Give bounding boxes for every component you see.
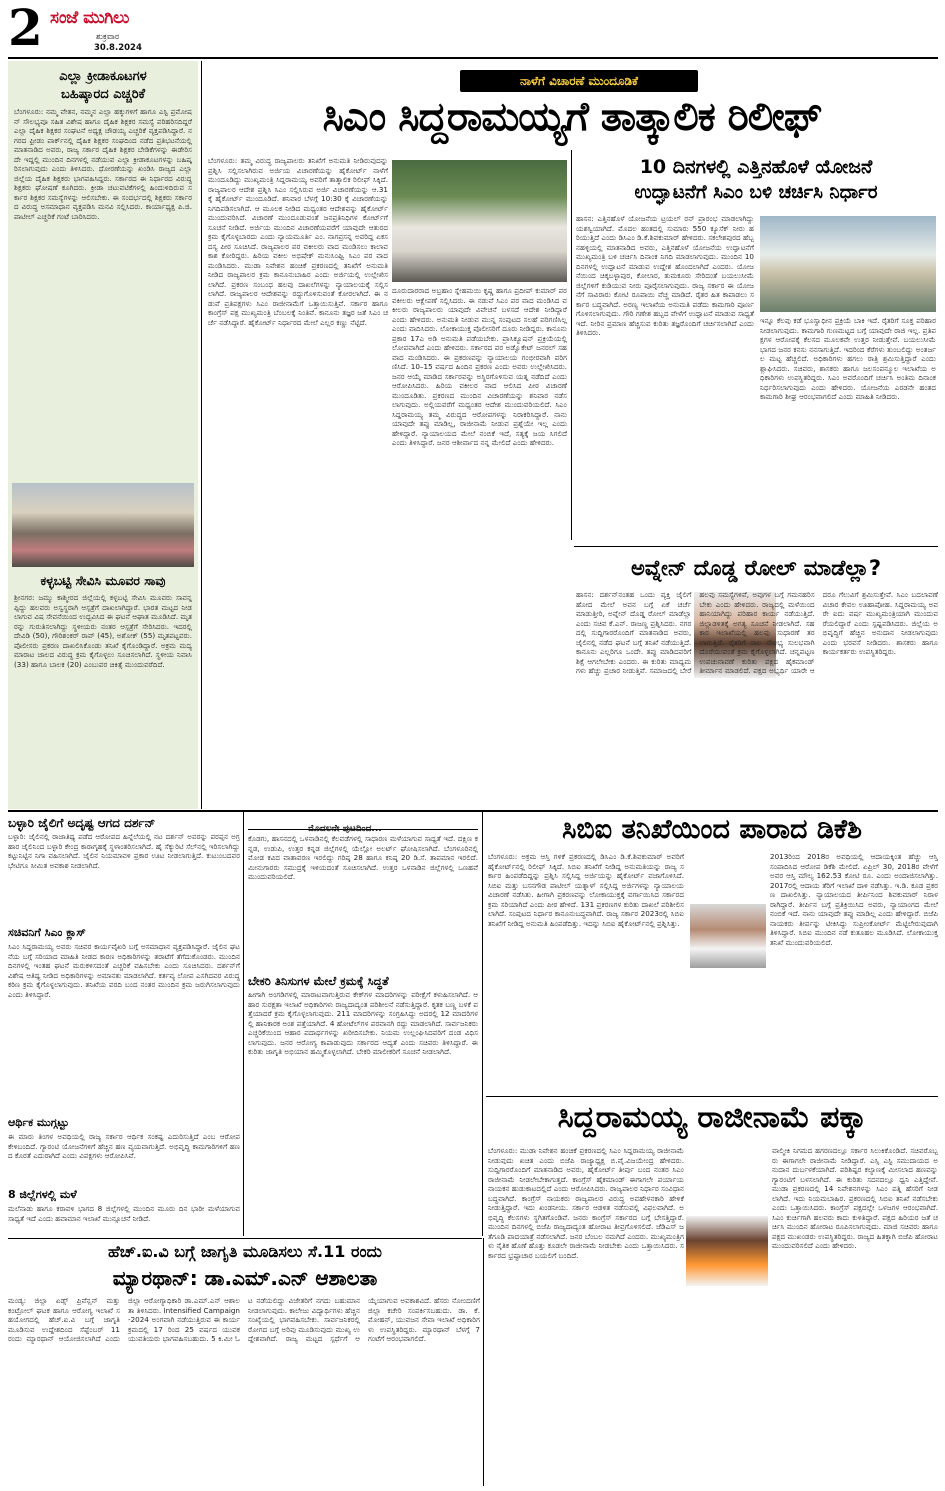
ballari-sub2: ಆರ್ಥಿಕ ಮುಗ್ಗಟ್ಟು — [8, 1116, 69, 1129]
cm-photo — [392, 160, 567, 282]
bigrole-body: ಹಾಸನ: ದರ್ಶನ್‌ನಂತಹ ಒಂದು ವ್ಯಕ್ತಿ ಜೈಲಿಗೆ ಹೋದ ಮೇಲೆ ಅವನ ಬಗ್ಗೆ ಏಕೆ ಚರ್ಚೆ ಮಾಡುತ್ತೀರಿ, ಅವ್ನೇನ್ ದೊಡ್ಡ ರೋಲ್ ಮಾಡೆಲ್ಲಾ ಎಂದು ಸಚಿವ ಕೆ.ಎನ್. ರಾಜಣ್ಣ ಪ್ರಶ್ನಿಸಿದರು. ನಗರದಲ್ಲಿ ಸುದ್ದಿಗಾರರೊಂದಿಗೆ ಮಾತನಾಡಿದ ಅವರು, ಜೈಲಿನಲ್ಲಿ ನಡೆದ ಘಟನೆ ಬಗ್ಗೆ ತನಿಖೆ ನಡೆಯುತ್ತಿದೆ. ಕಾನೂನು ಎಲ್ಲರಿಗೂ ಒಂದೇ. ತಪ್ಪು ಮಾಡಿದವರಿಗೆ ಶಿಕ್ಷೆ ಆಗಲೇಬೇಕು ಎಂದರು. ಈ ಕುರಿತು ಮಾಧ್ಯಮಗಳು ಹೆಚ್ಚು ಪ್ರಚಾರ ನೀಡುತ್ತಿವೆ. ಸಮಾಜದಲ್ಲಿ ಬೇರೆ ಹಲವು ಸಮಸ್ಯೆಗಳಿವೆ, ಅವುಗಳ ಬಗ್ಗೆ ಗಮನಹರಿಸಬೇಕು ಎಂದು ಹೇಳಿದರು. ರಾಜ್ಯದಲ್ಲಿ ಮಳೆಯಿಂದ ಹಾನಿಯಾಗಿದ್ದು ಪರಿಹಾರ ಕಾರ್ಯ ನಡೆಯುತ್ತಿದೆ. ಜಿಲ್ಲಾಡಳಿತಕ್ಕೆ ಅಗತ್ಯ ಸೂಚನೆ ನೀಡಲಾಗಿದೆ. ಸಹಕಾರ ಇಲಾಖೆಯಲ್ಲಿ ಹಲವು ಸುಧಾರಣೆ ತರಲಾಗುತ್ತಿದೆ. ರೈತರಿಗೆ ಸಾಲ ಸೌಲಭ್ಯ ಸುಲಭವಾಗಿ ದೊರೆಯುವಂತೆ ಕ್ರಮ ಕೈಗೊಳ್ಳಲಾಗಿದೆ. ಚನ್ನಪಟ್ಟಣ ಉಪಚುನಾವಣೆ ಕುರಿತು ಪಕ್ಷದ ಹೈಕಮಾಂಡ್ ತೀರ್ಮಾನ ಮಾಡಲಿದೆ. ಪಕ್ಷದ ಅಭ್ಯರ್ಥಿ ಯಾರೇ ಆದರೂ ಗೆಲುವಿಗೆ ಶ್ರಮಿಸುತ್ತೇವೆ. ಸಿಎಂ ಬದಲಾವಣೆ ವಿಚಾರ ಕೇವಲ ಊಹಾಪೋಹ. ಸಿದ್ದರಾಮಯ್ಯ ಅವರೇ ಐದು ವರ್ಷ ಮುಖ್ಯಮಂತ್ರಿಯಾಗಿ ಮುಂದುವರೆಯಲಿದ್ದಾರೆ ಎಂದು ಸ್ಪಷ್ಟಪಡಿಸಿದರು. ಜಿಲ್ಲೆಯ ಅಭಿವೃದ್ಧಿಗೆ ಹೆಚ್ಚಿನ ಅನುದಾನ ನೀಡಲಾಗುವುದು ಎಂದು ಭರವಸೆ ನೀಡಿದರು. ಶಾಸಕರು ಹಾಗೂ ಕಾರ್ಯಕರ್ತರು ಉಪಸ್ಥಿತರಿದ್ದರು. — [576, 590, 938, 675]
left-sidebar — [8, 61, 198, 809]
left-story1-headline1: ಎಲ್ಲಾ ಕ್ರೀಡಾಕೂಟಗಳ — [59, 69, 147, 84]
ballari-sub1-body: ಸಿಎಂ ಸಿದ್ದರಾಮಯ್ಯ ಅವರು ಸಚಿವರ ಕಾರ್ಯವೈಖರಿ ಬಗ್ಗೆ ಅಸಮಾಧಾನ ವ್ಯಕ್ತಪಡಿಸಿದ್ದಾರೆ. ಜೈಲಿನ ಘಟನೆಯ ಬಗ್ಗೆ ಸರಿಯಾದ ಮಾಹಿತಿ ನೀಡದ ಕಾರಣ ಅಧಿಕಾರಿಗಳನ್ನು ತರಾಟೆಗೆ ತೆಗೆದುಕೊಂಡರು. ಮುಂದಿನ ದಿನಗಳಲ್ಲಿ ಇಂತಹ ಘಟನೆ ಮರುಕಳಿಸದಂತೆ ಎಚ್ಚರಿಕೆ ವಹಿಸಬೇಕು ಎಂದು ಸೂಚಿಸಿದರು. ದರ್ಶನ್‌ಗೆ ವಿಶೇಷ ಆತಿಥ್ಯ ನೀಡಿದ ಅಧಿಕಾರಿಗಳನ್ನು ಅಮಾನತು ಮಾಡಲಾಗಿದೆ. ಕರ್ತವ್ಯ ಲೋಪ ಎಸಗಿದವರ ವಿರುದ್ಧ ಕಠಿಣ ಕ್ರಮ ಕೈಗೊಳ್ಳಲಾಗುವುದು. ತನಿಖೆಯ ವರದಿ ಬಂದ ನಂತರ ಮುಂದಿನ ಕ್ರಮ ಜರುಗಿಸಲಾಗುವುದು ಎಂದು ತಿಳಿಸಿದ್ದಾರೆ. — [8, 942, 240, 999]
resign-col1: ಬೆಂಗಳೂರು: ಮುಡಾ ನಿವೇಶನ ಹಂಚಿಕೆ ಪ್ರಕರಣದಲ್ಲಿ ಸಿಎಂ ಸಿದ್ದರಾಮಯ್ಯ ರಾಜೀನಾಮೆ ನೀಡುವುದು ಖಚಿತ ಎಂದು ಬಿಜೆಪಿ ರಾಜ್ಯಾಧ್ಯಕ್ಷ ಬಿ.ವೈ.ವಿಜಯೇಂದ್ರ ಹೇಳಿದರು. ಸುದ್ದಿಗಾರರೊಂದಿಗೆ ಮಾತನಾಡಿದ ಅವರು, ಹೈಕೋರ್ಟ್ ತೀರ್ಪು ಬಂದ ನಂತರ ಸಿಎಂ ರಾಜೀನಾಮೆ ನೀಡಲೇಬೇಕಾಗುತ್ತದೆ. ಕಾಂಗ್ರೆಸ್ ಹೈಕಮಾಂಡ್ ಈಗಾಗಲೇ ಪರ್ಯಾಯ ನಾಯಕನ ಹುಡುಕಾಟದಲ್ಲಿದೆ ಎಂದು ಆರೋಪಿಸಿದರು. ರಾಜ್ಯಪಾಲರ ನಿರ್ಧಾರ ಸಂವಿಧಾನಬದ್ಧವಾಗಿದೆ. ಕಾಂಗ್ರೆಸ್ ನಾಯಕರು ರಾಜ್ಯಪಾಲರ ವಿರುದ್ಧ ಅವಹೇಳನಕಾರಿ ಹೇಳಿಕೆ ನೀಡುತ್ತಿದ್ದಾರೆ. ಇದು ಖಂಡನೀಯ. ಸರ್ಕಾರ ಆಡಳಿತ ನಡೆಸುವಲ್ಲಿ ವಿಫಲವಾಗಿದೆ. ಅಭಿವೃದ್ಧಿ ಕೆಲಸಗಳು ಸ್ಥಗಿತಗೊಂಡಿವೆ. ಜನರು ಕಾಂಗ್ರೆಸ್ ಸರ್ಕಾರದ ಬಗ್ಗೆ ಬೇಸತ್ತಿದ್ದಾರೆ. ಮುಂದಿನ ದಿನಗಳಲ್ಲಿ ಬಿಜೆಪಿ ರಾಜ್ಯದಾದ್ಯಂತ ಹೋರಾಟ ತೀವ್ರಗೊಳಿಸಲಿದೆ. ಜೆಡಿಎಸ್ ಜತೆಗೂಡಿ ಪಾದಯಾತ್ರೆ ನಡೆಸಲಾಗಿದೆ. ಜನರ ಬೆಂಬಲ ನಮಗಿದೆ ಎಂದರು. ಮುಖ್ಯಮಂತ್ರಿಗಳು ನೈತಿಕ ಹೊಣೆ ಹೊತ್ತು ಕೂಡಲೇ ರಾಜೀನಾಮೆ ನೀಡಬೇಕು ಎಂದು ಒತ್ತಾಯಿಸಿದರು. ಸರ್ಕಾರದ ಭ್ರಷ್ಟಾಚಾರ ಬಯಲಿಗೆ ಬಂದಿದೆ. — [488, 1146, 684, 1260]
ballari-sub3: 8 ಜಿಲ್ಲೆಗಳಲ್ಲಿ ಮಳೆ — [8, 1188, 77, 1201]
ballari-body: ಬಳ್ಳಾರಿ: ಜೈಲಿನಲ್ಲಿ ರಾಜಾತಿಥ್ಯ ಪಡೆದ ಆರೋಪದ ಹಿನ್ನೆಲೆಯಲ್ಲಿ ನಟ ದರ್ಶನ್ ಅವರನ್ನು ಪರಪ್ಪನ ಅಗ್ರಹಾರ ಜೈಲಿನಿಂದ ಬಳ್ಳಾರಿ ಕೇಂದ್ರ ಕಾರಾಗೃಹಕ್ಕೆ ಸ್ಥಳಾಂತರಿಸಲಾಗಿದೆ. ಹೈ ಸೆಕ್ಯುರಿಟಿ ಸೆಲ್‌ನಲ್ಲಿ ಇರಿಸಲಾಗಿದ್ದು ಕಟ್ಟುನಿಟ್ಟಿನ ನಿಗಾ ವಹಿಸಲಾಗಿದೆ. ಜೈಲಿನ ನಿಯಮಾವಳಿ ಪ್ರಕಾರ ಊಟ ನೀಡಲಾಗುತ್ತಿದೆ. ಕುಟುಂಬದವರ ಭೇಟಿಗೂ ಸೀಮಿತ ಅವಕಾಶ ನೀಡಲಾಗಿದೆ. — [8, 832, 240, 870]
main-kicker-text: ನಾಳೆಗೆ ವಿಚಾರಣೆ ಮುಂದೂಡಿಕೆ — [520, 74, 638, 88]
ballari-headline: ಬಳ್ಳಾರಿ ಜೈಲಿಗೆ ಅದೃಷ್ಟ ಆಗದ ದರ್ಶನ್ — [8, 816, 156, 830]
continued-label-box — [248, 816, 478, 834]
masthead — [8, 0, 198, 57]
left-story2-headline: ಕಳ್ಳಬಟ್ಟಿ ಸೇವಿಸಿ ಮೂವರ ಸಾವು — [40, 573, 166, 588]
cbi-col2: 2013ರಿಂದ 2018ರ ಅವಧಿಯಲ್ಲಿ ಆದಾಯಕ್ಕಿಂತ ಹೆಚ್ಚು ಆಸ್ತಿ ಸಂಪಾದಿಸಿದ ಆರೋಪ ಡಿಕೆಶಿ ಮೇಲಿದೆ. ಏಪ್ರಿಲ್ 30, 2018ರ ವೇಳೆಗೆ ಅವರ ಆಸ್ತಿ ಮೌಲ್ಯ 162.53 ಕೋಟಿ ರೂ. ಎಂದು ಅಂದಾಜಿಸಲಾಗಿತ್ತು. 2017ರಲ್ಲಿ ಆದಾಯ ತೆರಿಗೆ ಇಲಾಖೆ ದಾಳಿ ನಡೆಸಿತ್ತು. ಇ.ಡಿ. ಕೂಡ ಪ್ರಕರಣ ದಾಖಲಿಸಿತ್ತು. ನ್ಯಾಯಾಲಯದ ತೀರ್ಪಿನಿಂದ ಶಿವಕುಮಾರ್ ನಿರಾಳರಾಗಿದ್ದಾರೆ. ತೀರ್ಪಿನ ಬಗ್ಗೆ ಪ್ರತಿಕ್ರಿಯಿಸಿದ ಅವರು, ನ್ಯಾಯಾಂಗದ ಮೇಲೆ ನಂಬಿಕೆ ಇದೆ. ನಾನು ಯಾವುದೇ ತಪ್ಪು ಮಾಡಿಲ್ಲ ಎಂದು ಹೇಳಿದ್ದಾರೆ. ಬಿಜೆಪಿ ನಾಯಕರು ತೀರ್ಪನ್ನು ಟೀಕಿಸಿದ್ದು ಸುಪ್ರೀಂಕೋರ್ಟ್ ಮೆಟ್ಟಿಲೇರುವುದಾಗಿ ತಿಳಿಸಿದ್ದಾರೆ. ಸಿಬಿಐ ಮುಂದಿನ ನಡೆ ಕುತೂಹಲ ಮೂಡಿಸಿದೆ. ಲೋಕಾಯುಕ್ತ ತನಿಖೆ ಮುಂದುವರಿಯಲಿದೆ. — [770, 852, 938, 947]
mid-hrule — [8, 810, 938, 812]
masthead-date: 30.8.2024 — [94, 43, 142, 53]
ballari-sub1: ಸಚಿವನಿಗೆ ಸಿಎಂ ಕ್ಲಾಸ್ — [8, 926, 86, 939]
bigrole-headline: ಅವ್ನೇನ್ ದೊಡ್ಡ ರೋಲ್ ಮಾಡೆಲ್ಲಾ? — [630, 556, 882, 580]
protest-photo — [12, 483, 194, 567]
left-story1-headline2: ಬಹಿಷ್ಕಾರದ ಎಚ್ಚರಿಕೆ — [61, 87, 145, 102]
yettinahole-col1: ಹಾಸನ: ಎತ್ತಿನಹೊಳೆ ಯೋಜನೆಯ ಟ್ರಯಲ್ ರನ್ ಪ್ರಾರಂಭ ಮಾಡಲಾಗಿದ್ದು ಯಶಸ್ವಿಯಾಗಿದೆ. ಮೊದಲ ಹಂತದಲ್ಲಿ ಸುಮಾರು 550 ಕ್ಯೂಸೆಕ್ ನೀರು ಹರಿಯುತ್ತಿದೆ ಎಂದು ಡಿಸಿಎಂ ಡಿ.ಕೆ.ಶಿವಕುಮಾರ್ ಹೇಳಿದರು. ಸಕಲೇಶಪುರದ ಹೆಬ್ಬನಹಳ್ಳಿಯಲ್ಲಿ ಮಾತನಾಡಿದ ಅವರು, ಎತ್ತಿನಹೊಳೆ ಯೋಜನೆಯ ಉದ್ಘಾಟನೆಗೆ ಮುಖ್ಯಮಂತ್ರಿ ಬಳಿ ಚರ್ಚಿಸಿ ದಿನಾಂಕ ನಿಗದಿ ಮಾಡಲಾಗುವುದು. ಮುಂದಿನ 10 ದಿನಗಳಲ್ಲಿ ಉದ್ಘಾಟನೆ ಮಾಡುವ ಉದ್ದೇಶ ಹೊಂದಲಾಗಿದೆ ಎಂದರು. ಯೋಜನೆಯಿಂದ ಚಿಕ್ಕಬಳ್ಳಾಪುರ, ಕೋಲಾರ, ತುಮಕೂರು ಸೇರಿದಂತೆ ಬಯಲುಸೀಮೆ ಜಿಲ್ಲೆಗಳಿಗೆ ಕುಡಿಯುವ ನೀರು ಪೂರೈಸಲಾಗುವುದು. ರಾಜ್ಯ ಸರ್ಕಾರ ಈ ಯೋಜನೆಗೆ ಸಾವಿರಾರು ಕೋಟಿ ರೂಪಾಯಿ ವೆಚ್ಚ ಮಾಡಿದೆ. ರೈತರ ಹಿತ ಕಾಪಾಡಲು ಸರ್ಕಾರ ಬದ್ಧವಾಗಿದೆ. ಅರಣ್ಯ ಇಲಾಖೆಯ ಅನುಮತಿ ಪಡೆದು ಕಾಮಗಾರಿ ಪೂರ್ಣಗೊಳಿಸಲಾಗುವುದು. ಗೌರಿ ಗಣೇಶ ಹಬ್ಬದ ವೇಳೆಗೆ ಉದ್ಘಾಟನೆ ಮಾಡುವ ಸಾಧ್ಯತೆ ಇದೆ. ನೀರಿನ ಪ್ರಮಾಣ ಹೆಚ್ಚಿಸುವ ಕುರಿತು ತಜ್ಞರೊಂದಿಗೆ ಚರ್ಚಿಸಲಾಗಿದೆ ಎಂದು ತಿಳಿಸಿದರು. — [576, 214, 754, 337]
mid-vrule — [571, 150, 572, 540]
hiv-headline2: ಮ್ಯಾರಥಾನ್: ಡಾ.ಎಮ್.ಎನ್ ಆಶಾಲತಾ — [112, 1266, 378, 1290]
continued-vrule — [482, 812, 483, 1236]
main-headline: ಸಿಎಂ ಸಿದ್ದರಾಮಯ್ಯಗೆ ತಾತ್ಕಾಲಿಕ ರಿಲೀಫ್ — [322, 94, 822, 140]
main-story-col2: ದೂರುದಾರರಾದ ಅಬ್ರಹಾಂ ಸ್ನೇಹಮಯಿ ಕೃಷ್ಣ ಹಾಗೂ ಪ್ರದೀಪ್ ಕುಮಾರ್ ಪರ ವಕೀಲರು ಆಕ್ಷೇಪಣೆ ಸಲ್ಲಿಸಿದರು. ಈ ನಡುವೆ ಸಿಎಂ ಪರ ವಾದ ಮಂಡಿಸಿದ ವಕೀಲರು ರಾಜ್ಯಪಾಲರು ಯಾವುದೇ ವಿವೇಚನೆ ಬಳಸದೆ ಆದೇಶ ನೀಡಿದ್ದಾರೆ ಎಂದು ಹೇಳಿದರು. ಅನುಮತಿ ನೀಡುವ ಮುನ್ನ ಸಂಪುಟದ ಸಲಹೆ ಪರಿಗಣಿಸಿಲ್ಲ ಎಂದು ವಾದಿಸಿದರು. ಲೋಕಾಯುಕ್ತ ಪೊಲೀಸರಿಗೆ ದೂರು ನೀಡಿದ್ದರು. ಕಾನೂನು ಪ್ರಕಾರ 17ಎ ಅಡಿ ಅನುಮತಿ ಪಡೆಯಬೇಕು. ಪ್ರಾಸಿಕ್ಯೂಷನ್ ಪ್ರಕ್ರಿಯೆಯಲ್ಲಿ ಲೋಪವಾಗಿದೆ ಎಂದು ಹೇಳಿದರು. ಸರ್ಕಾರದ ಪರ ಅಡ್ವೊಕೇಟ್ ಜನರಲ್ ಸಹ ವಾದ ಮಂಡಿಸಿದರು. ಈ ಪ್ರಕರಣವನ್ನು ನ್ಯಾಯಾಲಯ ಗಂಭೀರವಾಗಿ ಪರಿಗಣಿಸಿದೆ. 10–15 ವರ್ಷದ ಹಿಂದಿನ ಪ್ರಕರಣ ಎಂದು ಅವರು ಉಲ್ಲೇಖಿಸಿದರು. ಜನರ ಆಯ್ಕೆ ಮಾಡಿದ ಸರ್ಕಾರವನ್ನು ಅಸ್ಥಿರಗೊಳಿಸುವ ಯತ್ನ ನಡೆದಿದೆ ಎಂದು ಆರೋಪಿಸಿದರು. ಹಿರಿಯ ವಕೀಲರ ವಾದ ಆಲಿಸಿದ ಪೀಠ ವಿಚಾರಣೆ ಮುಂದೂಡಿತು. ಪ್ರಕರಣದ ಮುಂದಿನ ವಿಚಾರಣೆಯನ್ನು ಶನಿವಾರ ನಡೆಸಲಾಗುವುದು. ಅಲ್ಲಿಯವರೆಗೆ ಮಧ್ಯಂತರ ಆದೇಶ ಮುಂದುವರಿಯಲಿದೆ. ಸಿಎಂ ಸಿದ್ದರಾಮಯ್ಯ ತಮ್ಮ ವಿರುದ್ಧದ ಆರೋಪಗಳನ್ನು ನಿರಾಕರಿಸಿದ್ದಾರೆ. ನಾನು ಯಾವುದೇ ತಪ್ಪು ಮಾಡಿಲ್ಲ, ರಾಜೀನಾಮೆ ನೀಡುವ ಪ್ರಶ್ನೆಯೇ ಇಲ್ಲ ಎಂದು ಹೇಳಿದ್ದಾರೆ. ನ್ಯಾಯಾಲಯದ ಮೇಲೆ ನಂಬಿಕೆ ಇದೆ, ಸತ್ಯಕ್ಕೆ ಜಯ ಸಿಗಲಿದೆ ಎಂದು ತಿಳಿಸಿದ್ದಾರೆ. ಜನರ ಆಶೀರ್ವಾದ ನನ್ನ ಮೇಲಿದೆ ಎಂದು ಹೇಳಿದರು. — [392, 286, 567, 447]
left-story2-body: ಶ್ರೀನಗರ: ಜಮ್ಮು ಕಾಶ್ಮೀರದ ಜಿಲ್ಲೆಯಲ್ಲಿ ಕಳ್ಳಬಟ್ಟಿ ಸೇವಿಸಿ ಮೂವರು ಸಾವನ್ನಪ್ಪಿದ್ದು ಹಲವರು ಅಸ್ವಸ್ಥರಾಗಿ ಆಸ್ಪತ್ರೆಗೆ ದಾಖಲಾಗಿದ್ದಾರೆ. ಭಾರತ ಮಟ್ಟದ ನೀಡಲಾಗುವ ವಿಷ ಸೇವನೆಯಿಂದ ಉದ್ಭವಿಸಿದ ಈ ಘಟನೆ ಆಘಾತ ಮೂಡಿಸಿದೆ. ಮೃತರನ್ನು ಗುರುತಿಸಲಾಗಿದ್ದು ಸ್ಥಳೀಯರು ನಂತರ ಆಸ್ಪತ್ರೆಗೆ ಸೇರಿಸಿದರು. ಇದರಲ್ಲಿ ದೇವಿಡಿ (50), ಗೌರಿಶಂಕರ್ ರಾವ್ (45), ಅಶೋಕ್ (55) ಮೃತಪಟ್ಟವರು. ಪೊಲೀಸರು ಪ್ರಕರಣ ದಾಖಲಿಸಿಕೊಂಡು ತನಿಖೆ ಕೈಗೊಂಡಿದ್ದಾರೆ. ಅಕ್ರಮ ಮದ್ಯ ಮಾರಾಟ ಜಾಲದ ವಿರುದ್ಧ ಕ್ರಮ ಕೈಗೊಳ್ಳಲು ಸೂಚಿಸಲಾಗಿದೆ. ಸ್ಥಳೀಯ ನಿವಾಸಿ (33) ಹಾಗೂ ಬಾಲಕ (20) ಎಂಬುವರ ಚಿಕಿತ್ಸೆ ಮುಂದುವರೆದಿದೆ. — [14, 593, 192, 669]
hiv-vrule — [483, 1238, 484, 1486]
yettinahole-col2: ಇನ್ನೂ ಕೆಲವು ಕಡೆ ಭೂಸ್ವಾಧೀನ ಪ್ರಕ್ರಿಯೆ ಬಾಕಿ ಇದೆ. ರೈತರಿಗೆ ಸೂಕ್ತ ಪರಿಹಾರ ನೀಡಲಾಗುವುದು. ಕಾಮಗಾರಿ ಗುಣಮಟ್ಟದ ಬಗ್ಗೆ ಯಾವುದೇ ರಾಜಿ ಇಲ್ಲ. ಪ್ರತಿಪಕ್ಷಗಳ ಆರೋಪಕ್ಕೆ ಕೆಲಸದ ಮೂಲಕವೇ ಉತ್ತರ ನೀಡುತ್ತೇವೆ. ಬಯಲುಸೀಮೆ ಭಾಗದ ಜನರ ಕನಸು ನನಸಾಗುತ್ತಿದೆ. ಇದರಿಂದ ಕೆರೆಗಳು ತುಂಬಲಿದ್ದು ಅಂತರ್ಜಲ ಮಟ್ಟ ಹೆಚ್ಚಲಿದೆ. ಅಧಿಕಾರಿಗಳು ಹಗಲು ರಾತ್ರಿ ಶ್ರಮಿಸುತ್ತಿದ್ದಾರೆ ಎಂದು ಶ್ಲಾಘಿಸಿದರು. ಸಚಿವರು, ಶಾಸಕರು ಹಾಗೂ ಜಲಸಂಪನ್ಮೂಲ ಇಲಾಖೆಯ ಅಧಿಕಾರಿಗಳು ಉಪಸ್ಥಿತರಿದ್ದರು. ಸಿಎಂ ಅವರೊಂದಿಗೆ ಚರ್ಚಿಸಿ ಅಂತಿಮ ದಿನಾಂಕ ನಿರ್ಧರಿಸಲಾಗುವುದು ಎಂದು ಹೇಳಿದರು. ಯೋಜನೆಯ ಎರಡನೇ ಹಂತದ ಕಾಮಗಾರಿ ಶೀಘ್ರ ಆರಂಭವಾಗಲಿದೆ ಎಂದು ಮಾಹಿತಿ ನೀಡಿದರು. — [760, 316, 936, 401]
ballari-sub2-body: ಈ ಮಾರು ತಿಂಗಳ ಅವಧಿಯಲ್ಲಿ ರಾಜ್ಯ ಸರ್ಕಾರ ಆರ್ಥಿಕ ಸಂಕಷ್ಟ ಎದುರಿಸುತ್ತಿದೆ ಎಂಬ ಆರೋಪ ಕೇಳಿಬಂದಿದೆ. ಗ್ಯಾರಂಟಿ ಯೋಜನೆಗಳಿಗೆ ಹೆಚ್ಚಿನ ಹಣ ವ್ಯಯವಾಗುತ್ತಿದೆ. ಅಭಿವೃದ್ಧಿ ಕಾಮಗಾರಿಗಳಿಗೆ ಹಣದ ಕೊರತೆ ಎದುರಾಗಿದೆ ಎಂದು ವಿಪಕ್ಷಗಳು ಆರೋಪಿಸಿವೆ. — [8, 1132, 240, 1160]
page-number: 2 — [8, 0, 43, 57]
vijayendra-photo — [686, 1216, 768, 1286]
resign-top-rule — [486, 1096, 938, 1097]
hiv-top-rule — [8, 1238, 482, 1239]
left-vrule — [201, 61, 202, 809]
logo-text: ಸಂಜೆ ಮುಗಿಲು — [50, 8, 129, 28]
hiv-body: ಮಂಡ್ಯ: ಜಿಲ್ಲಾ ಏಡ್ಸ್ ಪ್ರಿವೆನ್ಷನ್ ಮತ್ತು ಕಂಟ್ರೋಲ್ ಘಟಕ ಹಾಗೂ ಆರೋಗ್ಯ ಇಲಾಖೆ ಸಹಯೋಗದಲ್ಲಿ ಹೆಚ್.ಐ.ವಿ ಬಗ್ಗೆ ಜಾಗೃತಿ ಮೂಡಿಸುವ ಉದ್ದೇಶದಿಂದ ಸೆಪ್ಟೆಂಬರ್ 11 ರಂದು ಮ್ಯಾರಥಾನ್ ಆಯೋಜಿಸಲಾಗಿದೆ ಎಂದು ಜಿಲ್ಲಾ ಆರೋಗ್ಯಾಧಿಕಾರಿ ಡಾ.ಎಮ್.ಎನ್ ಆಶಾಲತಾ ತಿಳಿಸಿದರು. Intensified Campaign -2024 ಅಂಗವಾಗಿ ನಡೆಯುತ್ತಿರುವ ಈ ಕಾರ್ಯಕ್ರಮದಲ್ಲಿ 17 ರಿಂದ 25 ವರ್ಷದ ಯುವಕ ಯುವತಿಯರು ಭಾಗವಹಿಸಬಹುದು. 5 ಕಿ.ಮೀ ಓಟ ನಡೆಯಲಿದ್ದು ವಿಜೇತರಿಗೆ ನಗದು ಬಹುಮಾನ ನೀಡಲಾಗುವುದು. ಕಾಲೇಜು ವಿದ್ಯಾರ್ಥಿಗಳು ಹೆಚ್ಚಿನ ಸಂಖ್ಯೆಯಲ್ಲಿ ಭಾಗವಹಿಸಬೇಕು. ಸಾರ್ವಜನಿಕರಲ್ಲಿ ರೋಗದ ಬಗ್ಗೆ ಅರಿವು ಮೂಡಿಸುವುದು ಮುಖ್ಯ ಉದ್ದೇಶವಾಗಿದೆ. ರಾಜ್ಯ ಮಟ್ಟದ ಸ್ಪರ್ಧೆಗೆ ಆಯ್ಕೆಯಾಗುವ ಅವಕಾಶವಿದೆ. ಹೆಸರು ನೋಂದಣಿಗೆ ಜಿಲ್ಲಾ ಕಚೇರಿ ಸಂಪರ್ಕಿಸಬಹುದು. ಡಾ. ಕೆ. ಮೋಹನ್, ಯುವಜನ ಸೇವಾ ಇಲಾಖೆ ಅಧಿಕಾರಿಗಳು ಉಪಸ್ಥಿತರಿದ್ದರು. ಮ್ಯಾರಥಾನ್ ಬೆಳಗ್ಗೆ 7 ಗಂಟೆಗೆ ಆರಂಭವಾಗಲಿದೆ. — [8, 1296, 480, 1343]
yettinahole-photo — [760, 216, 936, 312]
cbi-headline: ಸಿಬಿಐ ತನಿಖೆಯಿಂದ ಪಾರಾದ ಡಿಕೆಶಿ — [562, 814, 862, 845]
top-rule — [8, 57, 938, 59]
left-story1-body: ಬೆಂಗಳೂರು: ನಮ್ಮ ವೇತನ, ನಮ್ಮನ ಎಲ್ಲಾ ಹಕ್ಕುಗಳಿಗೆ ಹಾಗೂ ಎಸ್ಟಿ ಪ್ರಮೋಷನ್ ಸೌಲಭ್ಯವೂ ಸಹಿತ ವಿಶೇಷ ಹಾಗೂ ದೈಹಿಕ ಶಿಕ್ಷಕರ ಸಮಸ್ಯೆ ಪರಿಹರಿಸದಿದ್ದರೆ ಎಲ್ಲಾ ದೈಹಿಕ ಶಿಕ್ಷಕರ ಸಂಘಟನೆ ಅಧ್ಯಕ್ಷ ಚೌಡಯ್ಯ ಎಚ್ಚರಿಕೆ ವ್ಯಕ್ತಪಡಿಸಿದ್ದಾರೆ. ನಗರದ ಫ್ರೀಡಂ ಪಾರ್ಕ್‌ನಲ್ಲಿ ದೈಹಿಕ ಶಿಕ್ಷಕರ ಸಂಘದಿಂದ ನಡೆದ ಪ್ರತಿಭಟನೆಯಲ್ಲಿ ಮಾತನಾಡಿದ ಅವರು, ರಾಜ್ಯ ಸರ್ಕಾರ ದೈಹಿಕ ಶಿಕ್ಷಕರ ಬೇಡಿಕೆಗಳನ್ನು ಈಡೇರಿಸದೇ ಇದ್ದಲ್ಲಿ ಮುಂದಿನ ದಿನಗಳಲ್ಲಿ ನಡೆಯುವ ಎಲ್ಲಾ ಕ್ರೀಡಾಕೂಟಗಳನ್ನು ಬಹಿಷ್ಕರಿಸಲಾಗುವುದು ಎಂದು ತಿಳಿಸಿದರು. ಧೋರಣೆಯನ್ನು ಖಂಡಿಸಿ ರಾಜ್ಯದ ಎಲ್ಲಾ ಜಿಲ್ಲೆಯ ದೈಹಿಕ ಶಿಕ್ಷಕರು ಭಾಗವಹಿಸಿದ್ದರು. ಸರ್ಕಾರದ ಈ ನಿರ್ಧಾರದ ವಿರುದ್ಧ ಶಿಕ್ಷಕರು ಘೋಷಣೆ ಕೂಗಿದರು. ಕ್ರೀಡಾ ಚಟುವಟಿಕೆಗಳಲ್ಲಿ ಹಿಂದುಳಿದಿರುವ ಸರ್ಕಾರ ಶಿಕ್ಷಕರ ಸಮಸ್ಯೆಗಳನ್ನು ಆಲಿಸಬೇಕು. ಈ ಸಂದರ್ಭದಲ್ಲಿ ಶಿಕ್ಷಕರು ಸರ್ಕಾರದ ವಿರುದ್ಧ ಅಸಮಾಧಾನ ವ್ಯಕ್ತಪಡಿಸಿ ಮನವಿ ಸಲ್ಲಿಸಿದರು. ಕಾರ್ಯಾಧ್ಯಕ್ಷ ಪಿ.ಜಿ. ಪಾಟೀಲ್ ಎಚ್ಚರಿಕೆ ಗಂಟೆ ಬಾರಿಸಿದರು. — [14, 107, 192, 221]
masthead-day: ಶುಕ್ರವಾರ — [96, 32, 120, 41]
resign-headline: ಸಿದ್ದರಾಮಯ್ಯ ರಾಜೀನಾಮೆ ಪಕ್ಕಾ — [557, 1100, 867, 1135]
main-story-col1: ಬೆಂಗಳೂರು: ತಮ್ಮ ವಿರುದ್ಧ ರಾಜ್ಯಪಾಲರು ತನಿಖೆಗೆ ಅನುಮತಿ ನೀಡಿರುವುದನ್ನು ಪ್ರಶ್ನಿಸಿ ಸಲ್ಲಿಸಲಾಗಿರುವ ಅರ್ಜಿಯ ವಿಚಾರಣೆಯನ್ನು ಹೈಕೋರ್ಟ್ ನಾಳೆಗೆ ಮುಂದೂಡಿದ್ದು ಮುಖ್ಯಮಂತ್ರಿ ಸಿದ್ದರಾಮಯ್ಯ ಅವರಿಗೆ ತಾತ್ಕಾಲಿಕ ರಿಲೀಫ್ ಸಿಕ್ಕಿದೆ. ರಾಜ್ಯಪಾಲರ ಆದೇಶ ಪ್ರಶ್ನಿಸಿ ಸಿಎಂ ಸಲ್ಲಿಸಿರುವ ಅರ್ಜಿ ವಿಚಾರಣೆಯನ್ನು ಆ.31 ಕ್ಕೆ ಹೈಕೋರ್ಟ್ ಮುಂದೂಡಿದೆ. ಶನಿವಾರ ಬೆಳಗ್ಗೆ 10:30 ಕ್ಕೆ ವಿಚಾರಣೆಯನ್ನು ನಿಗದಿಪಡಿಸಲಾಗಿದೆ. ಆ ಮೂಲಕ ನೀಡಿದ ಮಧ್ಯಂತರ ಆದೇಶವನ್ನು ಹೈಕೋರ್ಟ್ ಮುಂದುವರಿಸಿದೆ. ವಿಚಾರಣೆ ಮುಂದೂಡುವಂತೆ ಜನಪ್ರತಿನಿಧಿಗಳ ಕೋರ್ಟ್‌ಗೆ ಸೂಚನೆ ನೀಡಿದೆ. ಅರ್ಜಿಯ ಮುಂದಿನ ವಿಚಾರಣೆಯವರೆಗೆ ಯಾವುದೇ ಆತುರದ ಕ್ರಮ ಕೈಗೊಳ್ಳಬಾರದು ಎಂದು ನ್ಯಾಯಮೂರ್ತಿ ಎಂ. ನಾಗಪ್ರಸನ್ನ ಅವರಿದ್ದ ಏಕಸದಸ್ಯ ಪೀಠ ಸೂಚಿಸಿದೆ. ರಾಜ್ಯಪಾಲರ ಪರ ವಕೀಲರು ವಾದ ಮಂಡಿಸಲು ಕಾಲಾವಕಾಶ ಕೋರಿದ್ದರು. ಹಿರಿಯ ವಕೀಲ ಅಭಿಷೇಕ್ ಮನುಸಿಂಘ್ವಿ ಸಿಎಂ ಪರ ವಾದ ಮಂಡಿಸಿದರು. ಮುಡಾ ನಿವೇಶನ ಹಂಚಿಕೆ ಪ್ರಕರಣದಲ್ಲಿ ತನಿಖೆಗೆ ಅನುಮತಿ ನೀಡಿದ ರಾಜ್ಯಪಾಲರ ಕ್ರಮ ಕಾನೂನುಬಾಹಿರ ಎಂದು ಅರ್ಜಿಯಲ್ಲಿ ಉಲ್ಲೇಖಿಸಲಾಗಿದೆ. ಪ್ರಕರಣ ಸಂಬಂಧ ಹಲವು ದಾಖಲೆಗಳನ್ನು ನ್ಯಾಯಾಲಯಕ್ಕೆ ಸಲ್ಲಿಸಲಾಗಿದೆ. ರಾಜ್ಯಪಾಲರ ಆದೇಶವನ್ನು ರದ್ದುಗೊಳಿಸುವಂತೆ ಕೋರಲಾಗಿದೆ. ಈ ನಡುವೆ ಪ್ರತಿಪಕ್ಷಗಳು ಸಿಎಂ ರಾಜೀನಾಮೆಗೆ ಒತ್ತಾಯಿಸುತ್ತಿವೆ. ಸರ್ಕಾರ ಹಾಗೂ ಕಾಂಗ್ರೆಸ್ ಪಕ್ಷ ಮುಖ್ಯಮಂತ್ರಿ ಬೆಂಬಲಕ್ಕೆ ನಿಂತಿವೆ. ಕಾನೂನು ತಜ್ಞರ ಜತೆ ಸಿಎಂ ಚರ್ಚೆ ನಡೆಸಿದ್ದಾರೆ. ಹೈಕೋರ್ಟ್ ನಿರ್ಧಾರದ ಮೇಲೆ ಎಲ್ಲರ ಕಣ್ಣು ನೆಟ್ಟಿದೆ. — [208, 156, 388, 327]
yettinahole-headline1: 10 ದಿನಗಳಲ್ಲಿ ಎತ್ತಿನಹೊಳೆ ಯೋಜನೆ — [639, 156, 873, 178]
dks-photo — [690, 904, 766, 968]
ballari-vrule — [243, 812, 244, 1236]
ballari-sub3-body: ಮಲೆನಾಡು ಹಾಗೂ ಕರಾವಳಿ ಭಾಗದ 8 ಜಿಲ್ಲೆಗಳಲ್ಲಿ ಮುಂದಿನ ಮೂರು ದಿನ ಭಾರೀ ಮಳೆಯಾಗುವ ಸಾಧ್ಯತೆ ಇದೆ ಎಂದು ಹವಾಮಾನ ಇಲಾಖೆ ಮುನ್ಸೂಚನೆ ನೀಡಿದೆ. — [8, 1204, 240, 1223]
resign-col2: ವಾಲ್ಮೀಕಿ ನಿಗಮದ ಹಗರಣದಲ್ಲೂ ಸರ್ಕಾರ ಸಿಲುಕಿಕೊಂಡಿದೆ. ಸಚಿವರೊಬ್ಬರು ಈಗಾಗಲೇ ರಾಜೀನಾಮೆ ನೀಡಿದ್ದಾರೆ. ಎಸ್ಸಿ ಎಸ್ಟಿ ಸಮುದಾಯದ ಅನುದಾನ ದುರ್ಬಳಕೆಯಾಗಿದೆ. ಪರಿಶಿಷ್ಟರ ಕಲ್ಯಾಣಕ್ಕೆ ಮೀಸಲಾದ ಹಣವನ್ನು ಗ್ಯಾರಂಟಿಗೆ ಬಳಸಲಾಗಿದೆ. ಈ ಕುರಿತು ಸದನದಲ್ಲೂ ಧ್ವನಿ ಎತ್ತಿದ್ದೇವೆ. ಮುಡಾ ಪ್ರಕರಣದಲ್ಲಿ 14 ನಿವೇಶನಗಳನ್ನು ಸಿಎಂ ಪತ್ನಿ ಹೆಸರಿಗೆ ನೀಡಲಾಗಿದೆ. ಇದು ನಿಯಮಬಾಹಿರ. ಪ್ರಕರಣದಲ್ಲಿ ಸಿಬಿಐ ತನಿಖೆ ನಡೆಸಬೇಕು ಎಂದು ಒತ್ತಾಯಿಸಿದರು. ಕಾಂಗ್ರೆಸ್ ಪಕ್ಷದಲ್ಲೇ ಒಳಜಗಳ ಆರಂಭವಾಗಿದೆ. ಸಿಎಂ ಕುರ್ಚಿಗಾಗಿ ಹಲವರು ಕಾದು ಕುಳಿತಿದ್ದಾರೆ. ಪಕ್ಷದ ಹಿರಿಯರ ಜತೆ ಚರ್ಚಿಸಿ ಮುಂದಿನ ಹೋರಾಟ ರೂಪಿಸಲಾಗುವುದು. ಮಾಜಿ ಸಚಿವರು ಹಾಗೂ ಪಕ್ಷದ ಮುಖಂಡರು ಉಪಸ್ಥಿತರಿದ್ದರು. ರಾಜ್ಯದ ಹಿತಕ್ಕಾಗಿ ಬಿಜೆಪಿ ಹೋರಾಟ ಮುಂದುವರಿಸಲಿದೆ ಎಂದು ಹೇಳಿದರು. — [772, 1146, 938, 1250]
cbi-col1: ಬೆಂಗಳೂರು: ಅಕ್ರಮ ಆಸ್ತಿ ಗಳಿಕೆ ಪ್ರಕರಣದಲ್ಲಿ ಡಿಸಿಎಂ ಡಿ.ಕೆ.ಶಿವಕುಮಾರ್ ಅವರಿಗೆ ಹೈಕೋರ್ಟ್‌ನಲ್ಲಿ ರಿಲೀಫ್ ಸಿಕ್ಕಿದೆ. ಸಿಬಿಐ ತನಿಖೆಗೆ ನೀಡಿದ್ದ ಅನುಮತಿಯನ್ನು ರಾಜ್ಯ ಸರ್ಕಾರ ಹಿಂಪಡೆದಿದ್ದನ್ನು ಪ್ರಶ್ನಿಸಿ ಸಲ್ಲಿಸಿದ್ದ ಅರ್ಜಿಯನ್ನು ಹೈಕೋರ್ಟ್ ವಜಾಗೊಳಿಸಿದೆ. ಸಿಬಿಐ ಮತ್ತು ಬಸನಗೌಡ ಪಾಟೀಲ್ ಯತ್ನಾಳ್ ಸಲ್ಲಿಸಿದ್ದ ಅರ್ಜಿಗಳನ್ನು ನ್ಯಾಯಾಲಯ ವಿಚಾರಣೆ ನಡೆಸಿತು. ಹೀಗಾಗಿ ಪ್ರಕರಣವನ್ನು ಲೋಕಾಯುಕ್ತಕ್ಕೆ ವರ್ಗಾಯಿಸಿದ ಸರ್ಕಾರದ ಕ್ರಮ ಸರಿಯಾಗಿದೆ ಎಂದು ಪೀಠ ಹೇಳಿದೆ. 131 ಪ್ರಕರಣಗಳ ಕುರಿತು ದಾಖಲೆ ಪರಿಶೀಲಿಸಲಾಗಿದೆ. ಸಂಪುಟದ ನಿರ್ಧಾರ ಕಾನೂನುಬದ್ಧವಾಗಿದೆ. ರಾಜ್ಯ ಸರ್ಕಾರ 2023ರಲ್ಲಿ ಸಿಬಿಐ ತನಿಖೆಗೆ ನೀಡಿದ್ದ ಅನುಮತಿ ಹಿಂಪಡೆದಿತ್ತು. ಇದನ್ನು ಸಿಬಿಐ ಹೈಕೋರ್ಟ್‌ನಲ್ಲಿ ಪ್ರಶ್ನಿಸಿತ್ತು. — [488, 852, 684, 928]
yettinahole-headline2: ಉದ್ಘಾಟನೆಗೆ ಸಿಎಂ ಬಳಿ ಚರ್ಚಿಸಿ ನಿರ್ಧಾರ — [634, 182, 878, 203]
bigrole-top-rule — [574, 546, 938, 547]
continued-sub: ಬೇಕರಿ ತಿನಿಸುಗಳ ಮೇಲೆ ಕ್ರಮಕ್ಕೆ ಸಿದ್ಧತೆ — [248, 974, 389, 988]
hiv-headline1: ಹೆಚ್.ಐ.ವಿ ಬಗ್ಗೆ ಜಾಗೃತಿ ಮೂಡಿಸಲು ಸೆ.11 ರಂದು — [108, 1242, 382, 1261]
masthead-logo — [50, 8, 190, 30]
continued-body1: ಕೊಡಗು, ಹಾಸನದಲ್ಲಿ ಒಳನಾಡಿನಲ್ಲಿ ಕೆಲವಡೆಗಳಲ್ಲಿ ಸಾಧಾರಣ ಮಳೆಯಾಗುವ ಸಾಧ್ಯತೆ ಇದೆ. ದಕ್ಷಿಣ ಕನ್ನಡ, ಉಡುಪಿ, ಉತ್ತರ ಕನ್ನಡ ಜಿಲ್ಲೆಗಳಲ್ಲಿ ಯೆಲ್ಲೋ ಅಲರ್ಟ್ ಘೋಷಿಸಲಾಗಿದೆ. ಬೆಂಗಳೂರಿನಲ್ಲಿ ಮೋಡ ಕವಿದ ವಾತಾವರಣ ಇರಲಿದ್ದು ಗರಿಷ್ಠ 28 ಹಾಗೂ ಕನಿಷ್ಠ 20 ಡಿ.ಸೆ. ತಾಪಮಾನ ಇರಲಿದೆ. ಮೀನುಗಾರರು ಸಮುದ್ರಕ್ಕೆ ಇಳಿಯದಂತೆ ಸೂಚಿಸಲಾಗಿದೆ. ಉತ್ತರ ಒಳನಾಡಿನ ಜಿಲ್ಲೆಗಳಲ್ಲಿ ಒಣಹವೆ ಮುಂದುವರಿಯಲಿದೆ. — [248, 834, 478, 881]
continued-body2: ಹೀಗಾಗಿ ಅಂಗಡಿಗಳಲ್ಲಿ ಮಾರಾಟವಾಗುತ್ತಿರುವ ಕೇಕ್‌ಗಳ ಮಾದರಿಗಳನ್ನು ಪರೀಕ್ಷೆಗೆ ಕಳುಹಿಸಲಾಗಿದೆ. ಆಹಾರ ಸುರಕ್ಷತಾ ಇಲಾಖೆ ಅಧಿಕಾರಿಗಳು ರಾಜ್ಯದಾದ್ಯಂತ ಪರಿಶೀಲನೆ ನಡೆಸುತ್ತಿದ್ದಾರೆ. ಕೃತಕ ಬಣ್ಣ ಬಳಕೆ ಪತ್ತೆಯಾದರೆ ಕ್ರಮ ಕೈಗೊಳ್ಳಲಾಗುವುದು. 211 ಮಾದರಿಗಳನ್ನು ಸಂಗ್ರಹಿಸಿದ್ದು ಅದರಲ್ಲಿ 12 ಮಾದರಿಗಳಲ್ಲಿ ಹಾನಿಕಾರಕ ಅಂಶ ಪತ್ತೆಯಾಗಿದೆ. 4 ಹೋಟೆಲ್‌ಗಳ ಪರವಾನಗಿ ರದ್ದು ಮಾಡಲಾಗಿದೆ. ಸಾರ್ವಜನಿಕರು ಎಚ್ಚರಿಕೆಯಿಂದ ಆಹಾರ ಪದಾರ್ಥಗಳನ್ನು ಖರೀದಿಸಬೇಕು. ನಿಯಮ ಉಲ್ಲಂಘಿಸಿದವರಿಗೆ ದಂಡ ವಿಧಿಸಲಾಗುವುದು. ಜನರ ಆರೋಗ್ಯ ಕಾಪಾಡುವುದು ಸರ್ಕಾರದ ಆದ್ಯತೆ ಎಂದು ಸಚಿವರು ತಿಳಿಸಿದ್ದಾರೆ. ಈ ಕುರಿತು ಜಾಗೃತಿ ಅಭಿಯಾನ ಹಮ್ಮಿಕೊಳ್ಳಲಾಗಿದೆ. ಬೇಕರಿ ಮಾಲೀಕರಿಗೆ ಸೂಚನೆ ನೀಡಲಾಗಿದೆ. — [248, 990, 478, 1056]
main-kicker — [460, 70, 698, 92]
continued-label: ಮೊದಲನೇ ಪುಟದಿಂದ... — [308, 824, 382, 834]
